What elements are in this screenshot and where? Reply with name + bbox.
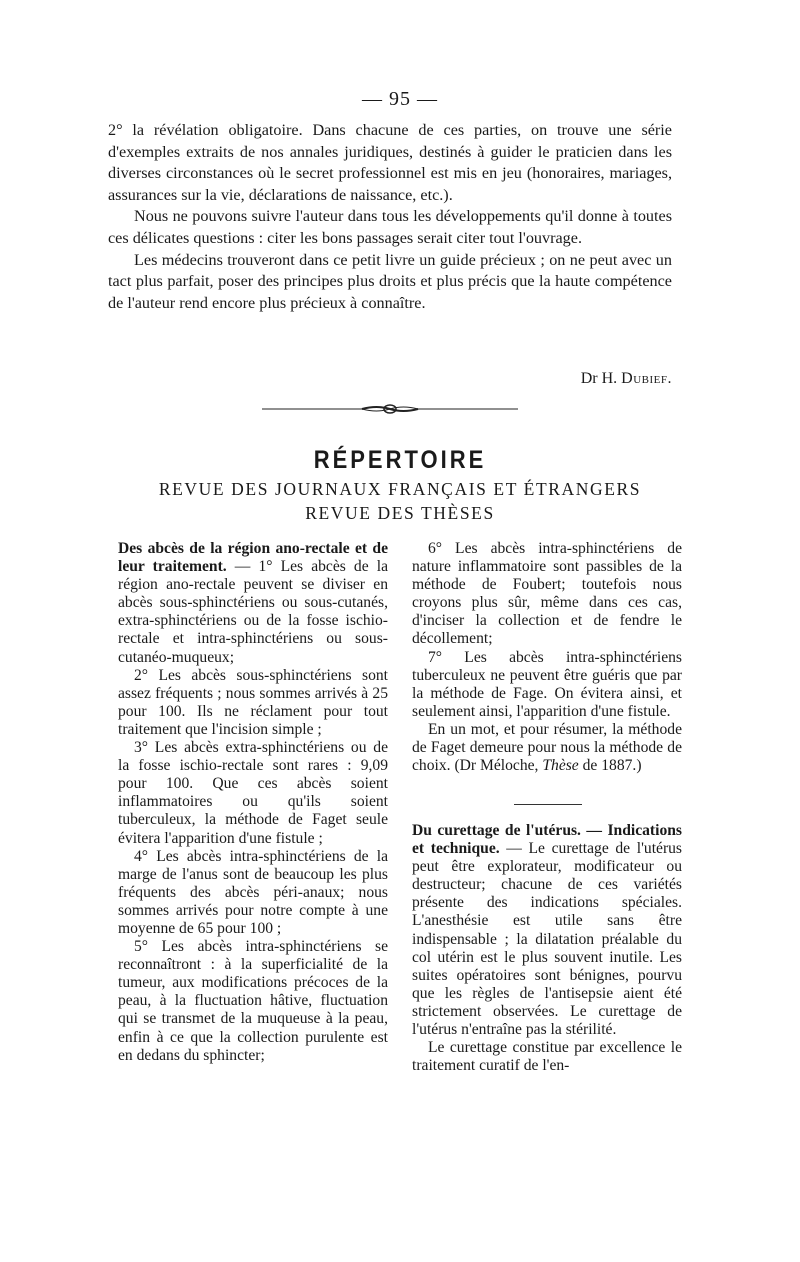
article-abces-heading: Des abcès de la région ano-rectale et de leur traitement.: [118, 540, 388, 576]
right-column-bottom: [412, 822, 682, 1075]
left-column: [118, 540, 388, 1065]
section-subtitle-journaux: REVUE DES JOURNAUX FRANÇAIS ET ÉTRANGERS: [158, 479, 642, 499]
article-curettage-intro: [412, 822, 682, 1039]
intro-text: [108, 120, 672, 314]
section-subtitle-theses: REVUE DES THÈSES: [305, 503, 495, 523]
intro-paragraph-3: Les médecins trouveront dans ce petit livre un guide précieux ; on ne peut avec un tact plus parfait, poser des principes plus droits et plus précis que la haute compétence de l'auteur rend encore plus précieux à connaître.: [108, 250, 672, 312]
right-column-top: [412, 540, 682, 775]
signature: [581, 370, 672, 388]
signature-name: Dubief.: [621, 370, 672, 387]
ornament-divider-icon: [262, 402, 518, 416]
conclusion-italic: Thèse: [542, 757, 579, 775]
article-abces-point-7: 7° Les abcès intra-sphinctériens tuberculeux ne peuvent être guéris que par la méthode de Fage. On évitera ainsi, et seulement ainsi, l'apparition d'une fistule.: [412, 648, 682, 720]
article-abces-point-3: 3° Les abcès extra-sphinctériens ou de la fosse ischio-rectale sont rares : 9,09 pour 100. Que ces abcès soient inflammatoires ou qu'ils soient tuberculeux, la méthode de Faget seule évitera l'apparition d'une fistule ;: [118, 739, 388, 847]
article-abces-lead: — 1° Les abcès de la région ano-rectale peuvent se diviser en abcès sous-sphinctériens ou sous-cutanés, extra-sphinctériens ou de la fosse ischio-rectale et intra-sphinctériens ou sous-cutanéo-muqueux;: [118, 558, 389, 666]
article-abces-point-4: 4° Les abcès intra-sphinctériens de la marge de l'anus sont de beaucoup les plus fréquents des abcès péri-anaux; nous sommes arrivés pour notre compte à une moyenne de 65 pour 100 ;: [118, 847, 388, 937]
conclusion-text: En un mot, et pour résumer, la méthode de Faget demeure pour nous la méthode de choix. (Dr Méloche,: [412, 720, 682, 775]
signature-prefix: Dr H.: [580, 370, 618, 387]
article-abces-point-2: 2° Les abcès sous-sphinctériens sont assez fréquents ; nous sommes arrivés à 25 pour 100. Ils ne réclament pour tout traitement que l'incision simple ;: [118, 666, 388, 738]
article-abces-intro: [118, 540, 388, 667]
article-separator-rule: [514, 804, 582, 805]
article-curettage-lead: — Le curettage de l'utérus peut être explorateur, modificateur ou destructeur; chacune de ces variétés présente des indications spéciales. L'anesthésie est utile sans être indispensable ; la dilatation préalable du col utérin est le plus souvent inutile. Les suites opératoires sont bénignes, pourvu que les règles de l'antisepsie aient été strictement observées. Le curettage de l'utérus n'entraîne pas la stérilité.: [412, 840, 683, 1039]
intro-paragraph-2: Nous ne pouvons suivre l'auteur dans tous les développements qu'il donne à toutes ces délicates questions : citer les bons passages serait citer tout l'ouvrage.: [108, 207, 672, 247]
section-title: RÉPERTOIRE: [313, 445, 487, 474]
article-curettage-paragraph-2: Le curettage constitue par excellence le traitement curatif de l'en-: [412, 1039, 682, 1075]
intro-paragraph-1: 2° la révélation obligatoire. Dans chacune de ces parties, on trouve une série d'exemples extraits de nos annales juridiques, destinés à guider le praticien dans les diverses circonstances où le secret professionnel est mis en jeu (honoraires, mariages, assurances sur la vie, déclarations de naissance, etc.).: [108, 121, 672, 204]
article-abces-point-5: 5° Les abcès intra-sphinctériens se reconnaîtront : à la superficialité de la tumeur, aux modifications précoces de la peau, à la fluctuation hâtive, fluctuation qui se transmet de la muqueuse à la peau, enfin à ce que la collection purulente est en dedans du sphincter;: [118, 938, 388, 1064]
conclusion-end: de 1887.): [578, 757, 642, 775]
page-number: — 95 —: [362, 88, 438, 110]
article-curettage-heading: Du curettage de l'utérus. — Indications et technique.: [412, 822, 682, 858]
article-abces-point-6: 6° Les abcès intra-sphinctériens de nature inflammatoire sont passibles de la méthode de Foubert; toutefois nous croyons plus sûr, même dans ces cas, d'inciser la collection et de fendre le décollement;: [412, 540, 682, 648]
article-abces-conclusion: [412, 721, 682, 775]
